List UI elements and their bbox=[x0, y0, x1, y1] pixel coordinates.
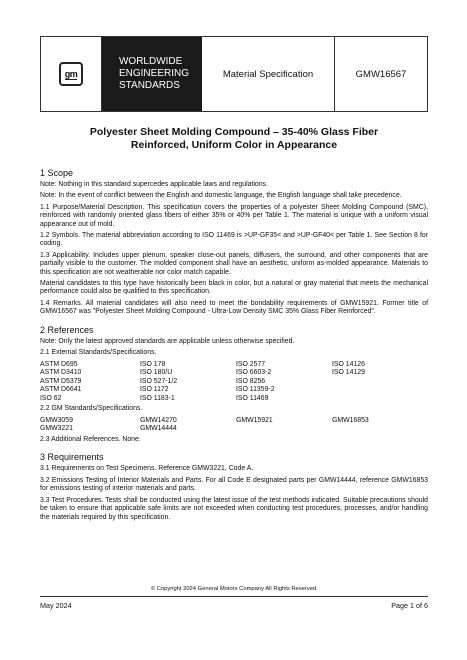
std-item: ISO 1183-1 bbox=[140, 394, 175, 402]
std-item: ASTM D695 bbox=[40, 360, 78, 368]
paragraph: Note: In the event of conflict between the English and domestic language, the English language shall take precedence. bbox=[40, 192, 402, 200]
footer-divider bbox=[40, 596, 428, 597]
org-name bbox=[115, 56, 189, 92]
subheading-external: 2.1 External Standards/Specifications. bbox=[40, 349, 157, 357]
std-item: ASTM D3410 bbox=[40, 369, 82, 377]
gm-logo bbox=[59, 62, 83, 86]
std-item: ISO 1172 bbox=[140, 386, 169, 394]
std-item: GMW16853 bbox=[332, 416, 369, 424]
paragraph: 1.2 Symbols. The material abbreviation according to ISO 11469 is >UP-GF35< and >UP-GF40< per Table 1. See Section 8 for coding. bbox=[40, 232, 428, 248]
std-item: ISO 11359-2 bbox=[236, 386, 275, 394]
subheading-gm: 2.2 GM Standards/Specifications. bbox=[40, 405, 143, 413]
std-item: GMW14444 bbox=[140, 425, 177, 433]
paragraph: 3.2 Emissions Testing of Interior Materials and Parts. For all Code E designated parts per GMW14444, reference GMW16853 for emissions testing of interior materials and parts. bbox=[40, 476, 428, 493]
section-heading-requirements: 3 Requirements bbox=[40, 452, 104, 463]
paragraph: 1.3 Applicability. Includes upper plenum, speaker close-out panels, diffusers, the surround, and other components that are partially visible to the customer. The molded component shall have an aesthetic, uniform as-molded appearance. Materials to this specification are not weatherable nor color match capable. bbox=[40, 251, 428, 276]
std-item: ISO 14126 bbox=[332, 360, 365, 368]
std-item: ASTM D5379 bbox=[40, 377, 82, 385]
title-line-2: Reinforced, Uniform Color in Appearance bbox=[130, 139, 338, 151]
std-item: GMW3059 bbox=[40, 416, 73, 424]
std-item: ISO 8256 bbox=[236, 377, 266, 385]
std-item bbox=[332, 378, 428, 387]
std-item: GMW3221 bbox=[40, 425, 73, 433]
page-number: Page 1 of 6 bbox=[391, 601, 428, 610]
document-header bbox=[40, 36, 428, 112]
paragraph: 3.1 Requirements on Test Specimens. Reference GMW3221, Code A. bbox=[40, 465, 254, 473]
paragraph: Note: Nothing in this standard supercedes applicable laws and regulations. bbox=[40, 181, 268, 188]
doc-number: GMW16567 bbox=[355, 68, 407, 80]
std-item bbox=[332, 386, 428, 395]
std-item: ISO 180/U bbox=[140, 369, 173, 377]
std-item: ISO 527-1/2 bbox=[140, 377, 178, 385]
footer-date: May 2024 bbox=[40, 601, 72, 610]
paragraph: Material candidates to this type have historically been black in color, but a natural or gray material that meets the mechanical performance could also be qualified to this specification. bbox=[40, 280, 428, 296]
std-item bbox=[236, 425, 332, 434]
section-heading-scope: 1 Scope bbox=[40, 168, 74, 178]
org-line-3: STANDARDS bbox=[118, 80, 180, 91]
document-title bbox=[40, 126, 428, 152]
std-item: ISO 6603-2 bbox=[236, 369, 272, 377]
std-item: ISO 62 bbox=[40, 394, 62, 402]
std-item: ISO 14129 bbox=[332, 369, 365, 377]
paragraph: 3.3 Test Procedures. Tests shall be conducted using the latest issue of the test methods indicated. Suitable precautions should be taken to ensure that applicable safe limits are not exceeded when conducting test procedures, processes, and/or handling the materials required by this specification. bbox=[40, 496, 428, 521]
logo-cell bbox=[41, 37, 102, 111]
std-item: GMW15921 bbox=[236, 416, 273, 424]
paragraph: 1.1 Purpose/Material Description. This specification covers the properties of a polyester Sheet Molding Compound (SMC), reinforced with randomly oriented glass fibers of either 35% or 40% per Table 1. The material is unique with a uniform visual appearance out of mold. bbox=[40, 203, 428, 228]
paragraph: 1.4 Remarks. All material candidates will also need to meet the bondability requirements of GMW15921. Former title of GMW16567 was "Polyester Sheet Molding Compound - Ultra-Low Density SMC 35% Glass Fiber Reinforced". bbox=[40, 299, 428, 316]
std-item: ISO 2577 bbox=[236, 360, 266, 368]
title-line-1: Polyester Sheet Molding Compound – 35-40% Glass Fiber bbox=[89, 126, 379, 138]
std-item bbox=[332, 425, 428, 434]
external-standards-grid bbox=[40, 361, 428, 404]
std-item: ISO 11469 bbox=[236, 394, 269, 402]
document-body bbox=[40, 160, 428, 525]
section-heading-references: 2 References bbox=[40, 324, 94, 335]
std-item: ISO 178 bbox=[140, 360, 166, 368]
doc-type: Material Specification bbox=[202, 37, 335, 111]
std-item: ASTM D6641 bbox=[40, 386, 82, 394]
org-line-2: ENGINEERING bbox=[118, 68, 189, 79]
gm-logo-text: gm bbox=[64, 68, 78, 79]
paragraph: Note: Only the latest approved standards are applicable unless otherwise specified. bbox=[40, 337, 295, 345]
paragraph: 2.3 Additional References. None. bbox=[40, 436, 141, 444]
org-name-cell bbox=[102, 37, 202, 111]
std-item bbox=[332, 395, 428, 404]
gm-standards-grid bbox=[40, 417, 428, 434]
std-item: GMW14270 bbox=[140, 416, 177, 424]
copyright-notice: © Copyright 2024 General Motors Company All Rights Reserved bbox=[150, 586, 317, 592]
org-line-1: WORLDWIDE bbox=[118, 56, 183, 67]
